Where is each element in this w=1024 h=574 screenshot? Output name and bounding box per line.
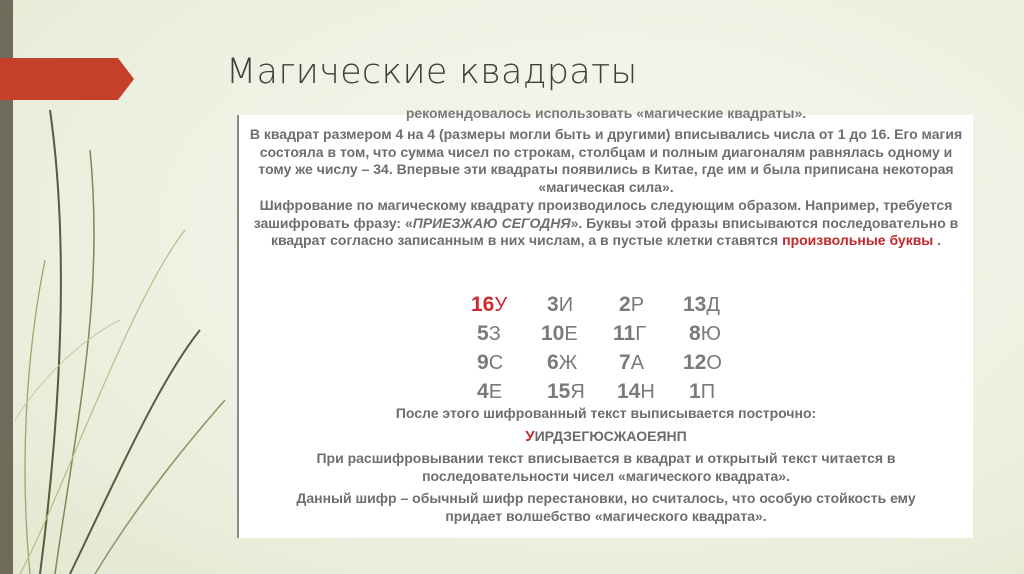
square-cell: 8Ю: [689, 322, 721, 345]
paragraph-encryption-a: Шифрование по магическому квадрату производилось следующим образом. Например, требуется зашифровать фразу: «: [253, 197, 953, 231]
square-cell: 12О: [683, 351, 722, 374]
square-cell: 10Е: [541, 322, 578, 345]
paragraph-output: После этого шифрованный текст выписывается построчно:: [395, 405, 817, 421]
square-cell: 11Г: [613, 322, 647, 345]
paragraph-decryption: При расшифровывании текст вписывается в квадрат и открытый текст читается в последовательности чисел «магического квадрата».: [316, 450, 896, 484]
square-cell: 15Я: [547, 380, 585, 403]
random-letters-text: произвольные буквы: [782, 232, 934, 248]
square-cell: 5З: [477, 322, 501, 345]
ciphertext-rest: ИРДЗЕГЮСЖАОЕЯНП: [534, 428, 687, 444]
paragraph-conclusion: Данный шифр – обычный шифр перестановки, но считалось, что особую стойкость ему придает волшебство «магического квадрата».: [296, 490, 916, 524]
square-cell: 9С: [477, 351, 504, 374]
ciphertext: [239, 428, 973, 445]
paragraph-encryption-end: .: [937, 232, 942, 248]
square-cell: 4Е: [477, 380, 503, 403]
square-cell: 2Р: [619, 293, 645, 316]
ciphertext-first-letter: У: [525, 428, 535, 445]
paragraph-encryption-b: ». Буквы этой фразы вписываются последовательно в квадрат согласно записанным в них числам, а в пустые клетки ставятся: [270, 214, 959, 248]
title-accent-tab: [0, 58, 134, 100]
paragraph-encryption: [239, 197, 973, 250]
document-image: [237, 105, 973, 538]
square-cell: 16У: [471, 293, 508, 316]
square-cell: 7А: [619, 351, 645, 374]
slide-title: Магические квадраты: [226, 52, 638, 92]
paragraph-intro: В квадрат размером 4 на 4 (размеры могли быть и другими) вписывались числа от 1 до 16. Его магия состояла в том, что сумма чисел по строкам, столбцам и полным диагоналям равнялась одному и тому же числу – 34. Впервые эти квадраты появились в Китае, где им и была приписана некоторая «магическая сила».: [249, 126, 963, 195]
square-cell: 6Ж: [547, 351, 578, 374]
cut-line-text: рекомендовалось использовать «магические квадраты».: [405, 105, 807, 121]
plaintext-phrase: ПРИЕЗЖАЮ СЕГОДНЯ: [412, 214, 571, 231]
square-cell: 1П: [689, 380, 716, 403]
square-cell: 13Д: [683, 293, 720, 316]
square-cell: 3И: [547, 293, 574, 316]
square-cell: 14Н: [617, 380, 655, 403]
